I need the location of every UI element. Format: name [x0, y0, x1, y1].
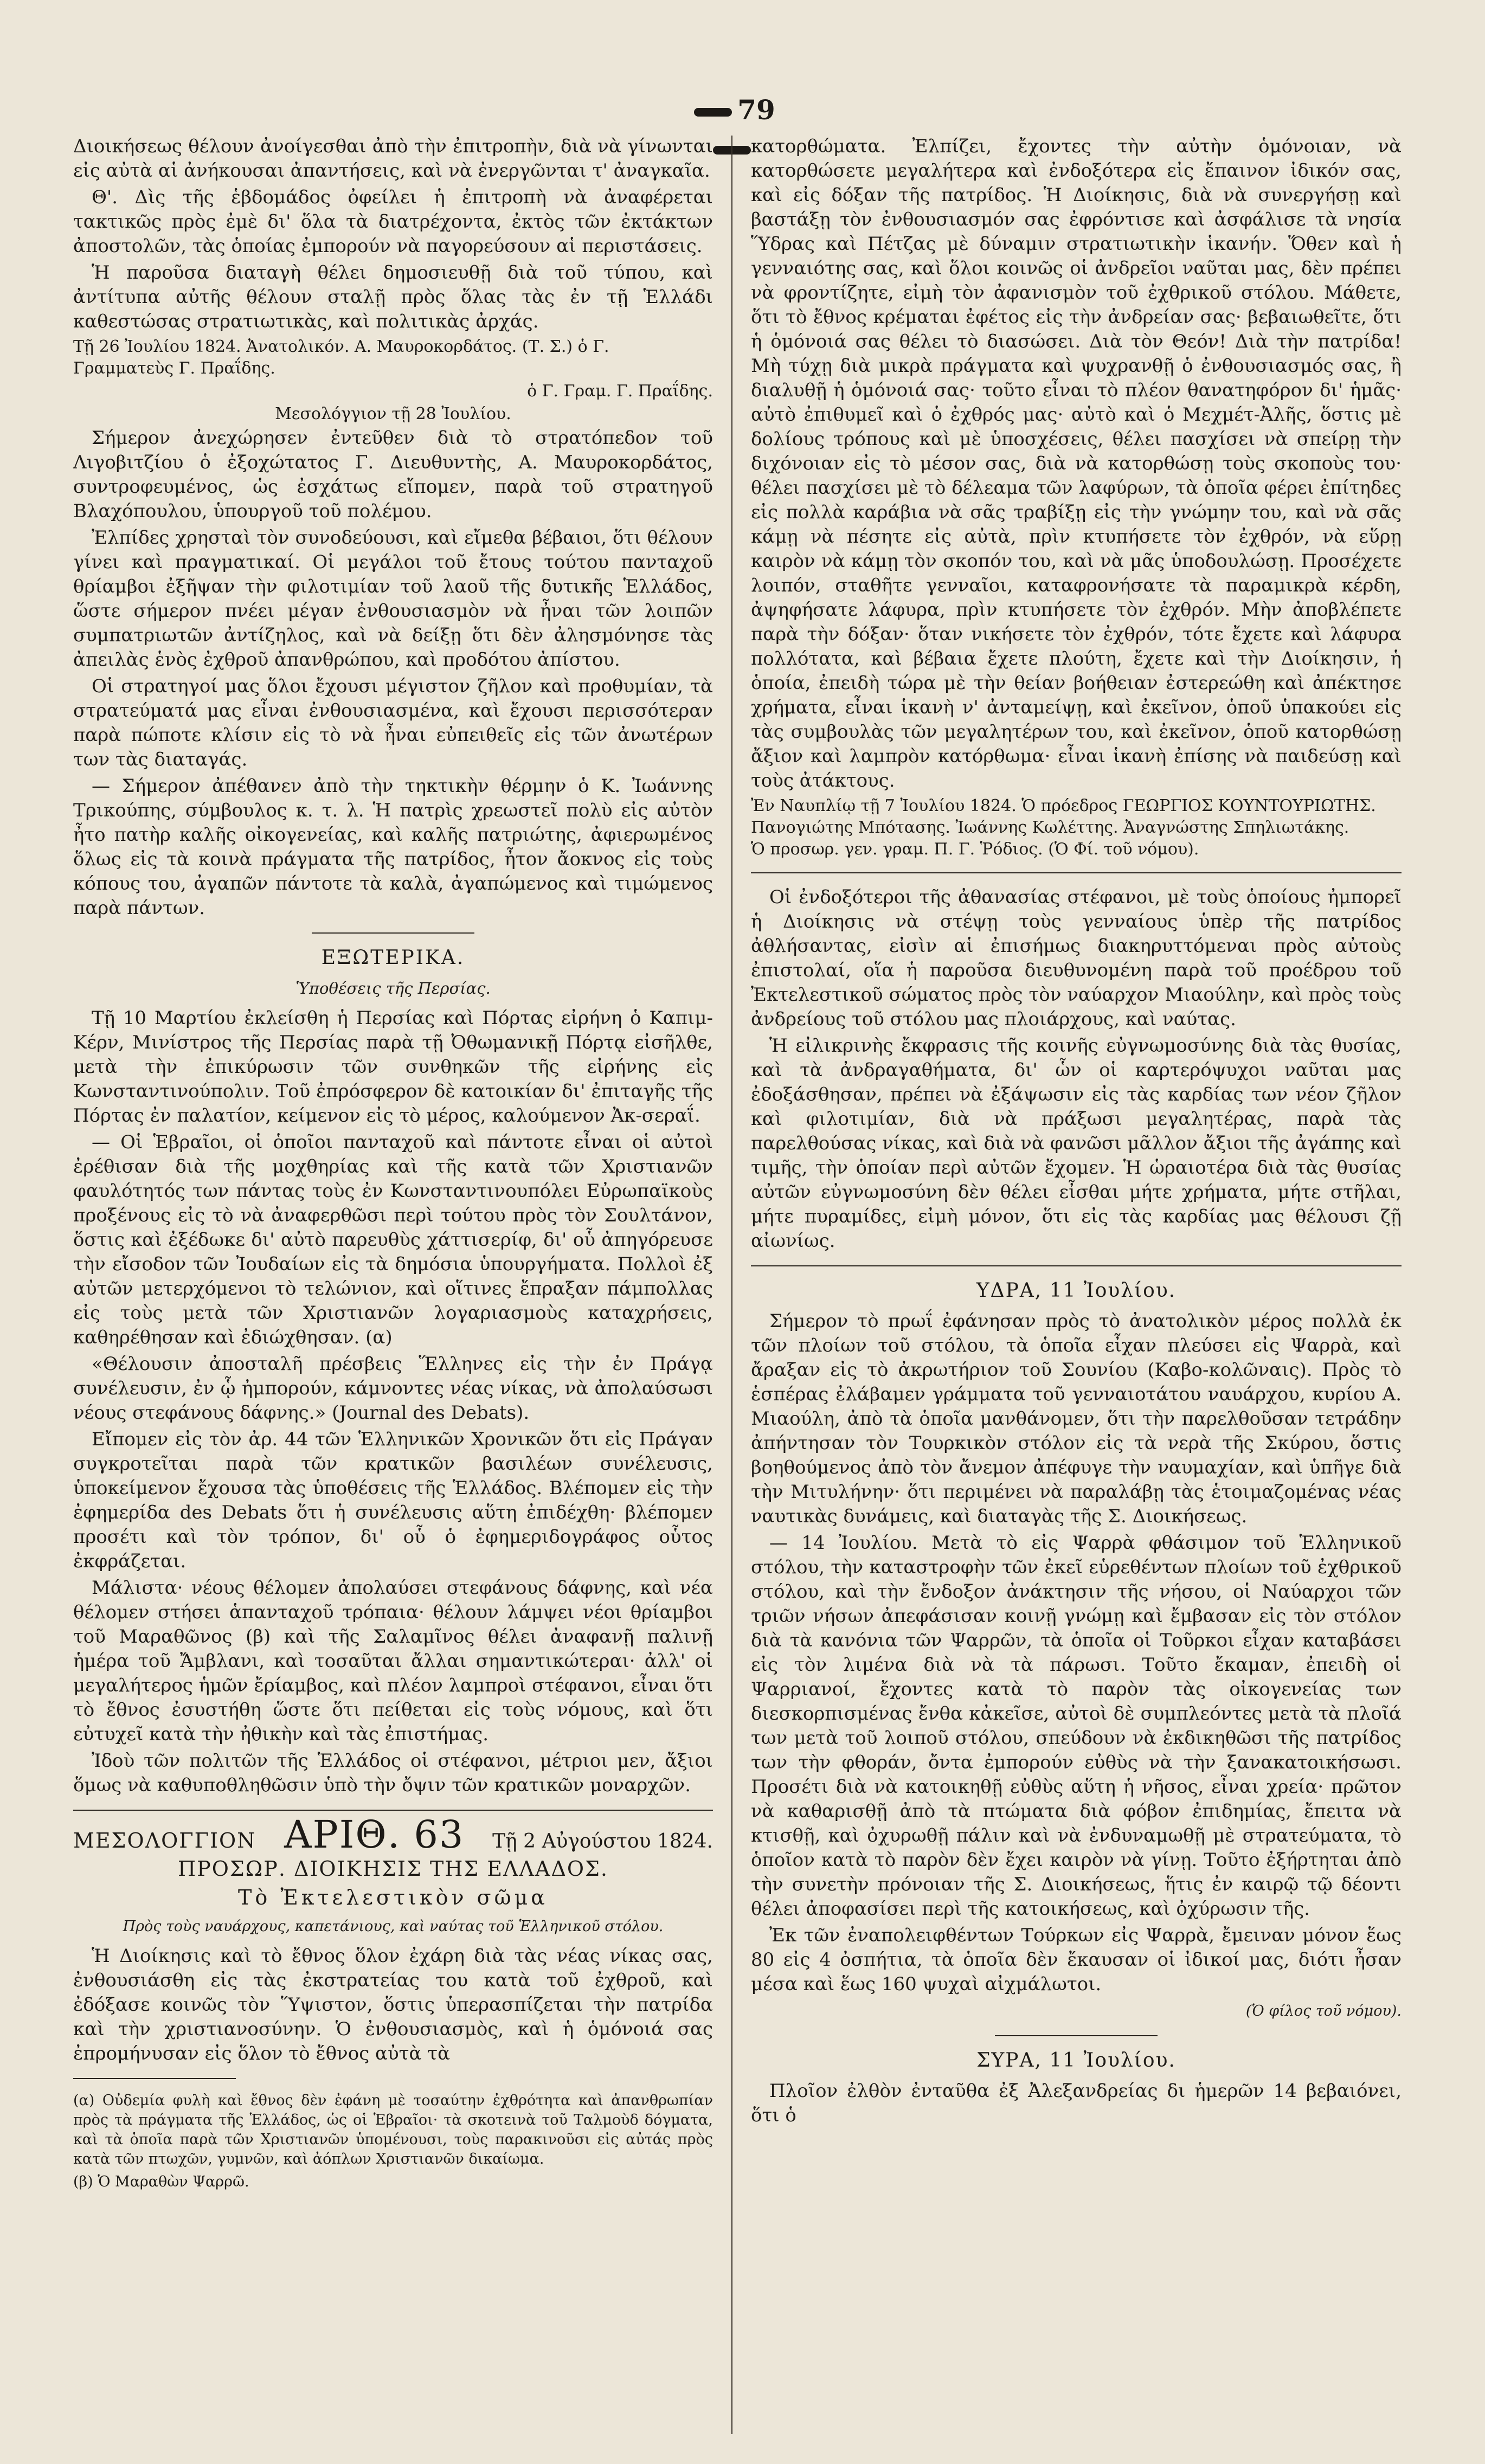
- dateline: ΥΔΡΑ, 11 Ἰουλίου.: [976, 1279, 1177, 1302]
- paragraph: Τῇ 10 Μαρτίου ἐκλείσθη ἡ Περσίας καὶ Πόρτας εἰρήνη ὁ Καπιμ-Κέρν, Μινίστρος τῆς Περσίας παρὰ τῇ Ὀθωμανικῇ Πόρτᾳ εἰσῆλθε, μετὰ τὴν ἐπικύρωσιν τῶν συνθηκῶν τῆς εἰρήνης εἰς Κωνσταντινούπολιν. Τοῦ ἐπρόσφερον δὲ κατοικίαν δι' ἐπιταγῆς τῆς Πόρτας ἐν παλατίον, κείμενον εἰς τὸ μέρος, καλούμενον Ἀκ-σεραΐ.: [73, 1007, 713, 1127]
- dateline: ΣΥΡΑ, 11 Ἰουλίου.: [976, 2049, 1176, 2071]
- paragraph: — Οἱ Ἑβραῖοι, οἱ ὁποῖοι πανταχοῦ καὶ πάντοτε εἶναι οἱ αὐτοὶ ἐρέθισαν διὰ τῆς μοχθηρίας καὶ τῆς κατὰ τῶν Χριστιανῶν φαυλότητός των πάντας τοὺς ἐν Κωνσταντινουπόλει Εὐρωπαϊκοὺς προξένους εἰς τὸ νὰ ἀναφερθῶσι περὶ τούτου πρὸς τὸν Σουλτάνον, ὅστις καὶ ἐξέδωκε δι' αὐτὸ παρευθὺς χάττισερίφ, δι' οὗ ἀπηγόρευσε τὴν εἴσοδον τῶν Ἰουδαίων εἰς τὰ δημόσια ὑπουργήματα. Πολλοὶ ἐξ αὐτῶν μετερχόμενοι τὸ τελώνιον, καὶ οἵτινες ἔπραξαν πάμπολλας εἰς τοὺς μετὰ τῶν Χριστιανῶν λογαριασμοὺς καταχρήσεις, καθηρέθησαν καὶ ἐδιώχθησαν. (α): [73, 1131, 713, 1348]
- paragraph: Πλοῖον ἐλθὸν ἐνταῦθα ἐξ Ἀλεξανδρείας δι ἡμερῶν 14 βεβαιόνει, ὅτι ὁ: [751, 2080, 1402, 2126]
- paragraph: Ἡ εἰλικρινὴς ἔκφρασις τῆς κοινῆς εὐγνωμοσύνης διὰ τὰς θυσίας, καὶ τὰ ἀνδραγαθήματα, δι' ὧν οἱ καρτερόψυχοι ναῦται μας ἐδοξάσθησαν, πρέπει νὰ ἐξάψωσιν εἰς τὰς καρδίας των νέον ζῆλον καὶ φιλοτιμίαν, διὰ νὰ πράξωσι μεγαλητέρας, παρὰ τὰς παρελθούσας νίκας, καὶ διὰ νὰ φανῶσι μᾶλλον ἄξιοι τῆς ἀγάπης καὶ τιμῆς, τὴν ὁποίαν περὶ αὐτῶν ἔχομεν. Ἡ ὡραιοτέρα διὰ τὰς θυσίας αὐτῶν εὐγνωμοσύνη δὲν θέλει εἶσθαι μήτε χρήματα, μήτε στῆλαι, μήτε πυραμίδες, εἰμὴ μόνον, ὅτι εἰς τὰς καρδίας μας θέλουσι ζῇ αἰωνίως.: [751, 1035, 1402, 1252]
- dateline: Μεσολόγγιον τῇ 28 Ἰουλίου.: [275, 404, 511, 423]
- paragraph: — Σήμερον ἀπέθανεν ἀπὸ τὴν τηκτικὴν θέρμην ὁ Κ. Ἰωάννης Τρικούπης, σύμβουλος κ. τ. λ. Ἡ πατρὶς χρεωστεῖ πολὺ εἰς αὐτὸν ἦτο πατὴρ καλῆς οἰκογενείας, καὶ καλῆς πατριώτης, ἀφιερωμένος ὅλως εἰς τὰ κοινὰ πράγματα τῆς πατρίδος, ἦτον ἄοκνος εἰς τοὺς κόπους του, ἀγαπῶν πάντοτε τὰ καλὰ, ἀγαπώμενος καὶ τιμώμενος παρὰ πάντων.: [73, 775, 713, 919]
- executive-title: Τὸ Ἐκτελεστικὸν σῶμα: [238, 1886, 548, 1909]
- signature-block: Ἐν Ναυπλίῳ τῇ 7 Ἰουλίου 1824. Ὁ πρόεδρος ΓΕΩΡΓΙΟΣ ΚΟΥΝΤΟΥΡΙΩΤΗΣ. Πανογιώτης Μπότασης. Ἰωάννης Κωλέττης. Ἀναγνώστης Σπηλιωτάκης. Ὁ προσωρ. γεν. γραμ. Π. Γ. Ῥόδιος. (Ὁ Φί. τοῦ νόμου).: [751, 796, 1376, 859]
- masthead-issue-number: ΑΡΙΘ. 63: [284, 1812, 465, 1857]
- footnote-rule: [73, 2078, 236, 2079]
- paragraph: Σήμερον τὸ πρωΐ ἐφάνησαν πρὸς τὸ ἀνατολικὸν μέρος πολλὰ ἐκ τῶν πλοίων τοῦ στόλου, τὰ ὁποῖα εἶχαν πλεύσει εἰς Ψαρρὰ, καὶ ἄραξαν εἰς τὸ ἀκρωτήριον τοῦ Σουνίου (Καβο-κολῶναις). Πρὸς τὸ ἑσπέρας ἐλάβαμεν γράμματα τοῦ γενναιοτάτου ναυάρχου, κυρίου Α. Μιαούλη, ἀπὸ τὰ ὁποῖα μανθάνομεν, ὅτι τὴν παρελθοῦσαν τετράδην ἀπήντησαν τὸν Τουρκικὸν στόλον εἰς τὰ νερὰ τῆς Σκύρου, ὅστις βοηθούμενος ἀπὸ τὸν ἄνεμον ἀπέφυγε τὴν ναυμαχίαν, καὶ ὑπῆγε διὰ τὴν Μιτυλήνην· ὅτι περιμένει νὰ παραλάβῃ τὰς ἑτοιμαζομένας νέας ναυτικὰς δυνάμεις, καὶ διαταγὰς τῆς Σ. Διοικήσεως.: [751, 1310, 1402, 1527]
- paragraph: — 14 Ἰουλίου. Μετὰ τὸ εἰς Ψαρρὰ φθάσιμον τοῦ Ἑλληνικοῦ στόλου, τὴν καταστροφὴν τῶν ἐκεῖ εὑρεθέντων πλοίων τοῦ ἐχθρικοῦ στόλου, καὶ τὴν ἔνδοξον ἀνάκτησιν τῆς νήσου, οἱ Ναύαρχοι τῶν τριῶν νήσων ἀπεφάσισαν κοινῇ γνώμῃ καὶ ἔμβασαν εἰς τὸν στόλον διὰ τὰ κανόνια τῶν Ψαρρῶν, τὰ ὁποῖα οἱ Τοῦρκοι εἶχαν καταβάσει εἰς τὸν λιμένα διὰ νὰ τὰ πάρωσι. Τοῦτο ἔκαμαν, ἐπειδὴ οἱ Ψαρριανοί, ἔχοντες κατὰ τὸ παρὸν τὰς οἰκογενείας των διεσκορπισμένας ἔνθα κἀκεῖσε, αὐτοὶ δὲ συμπλεόντες μετὰ τὰ πλοῖά των μετὰ τοῦ λοιποῦ στόλου, σπεύδουν νὰ ἐκδικηθῶσι τῆς πατρίδος των τὴν φθοράν, ὄντα ἐμπορούν εὐθὺς νὰ τὴν ξανακατοικήσωσι. Προσέτι διὰ νὰ κατοικηθῇ εὐθὺς αὕτη ἡ νῆσος, εἶναι χρεία· πρῶτον νὰ καθαρισθῇ ἀπὸ τὰ πτώματα διὰ φόβον ἐπιδημίας, ἔπειτα νὰ κτισθῇ, καὶ ὀχυρωθῇ πάλιν καὶ νὰ ἐνδυναμωθῇ μὲ στρατεύματα, τὸ ὁποῖον κατὰ τὸ παρὸν δὲν ἔχει καιρὸν νὰ γίνῃ. Τοῦτο ἐξήρτηται ἀπὸ τὴν συνετὴν πρόνοιαν τῆς Σ. Διοικήσεως, ἥτις ἐν καιρῷ τῷ δέοντι θέλει ἀποφασίσει περὶ τῆς κατοικήσεως, καὶ ὀχύρωσιν τῆς.: [751, 1532, 1402, 1920]
- section-heading: ΕΞΩΤΕΡΙΚΑ.: [321, 947, 465, 969]
- paragraph: Σήμερον ἀνεχώρησεν ἐντεῦθεν διὰ τὸ στρατόπεδον τοῦ Λιγοβιτζίου ὁ ἐξοχώτατος Γ. Διευθυντὴς, Α. Μαυροκορδάτος, συντροφευμένος, ὡς ἐσχάτως εἴπομεν, παρὰ τοῦ στρατηγοῦ Βλαχόπουλου, ὑπουργοῦ τοῦ πολέμου.: [73, 427, 713, 522]
- right-column: [751, 134, 1402, 2130]
- issue-masthead: [73, 1812, 713, 1857]
- footnote: (β) Ὁ Μαραθὼν Ψαρρῶ.: [73, 2173, 249, 2190]
- paragraph: Διοικήσεως θέλουν ἀνοίγεσθαι ἀπὸ τὴν ἐπιτροπὴν, διὰ νὰ γίνωνται εἰς αὐτὰ αἱ ἀνήκουσαι ἀπαντήσεις, καὶ νὰ ἐνεργῶνται τ' ἀναγκαῖα.: [73, 136, 713, 182]
- paragraph: Οἱ στρατηγοί μας ὅλοι ἔχουσι μέγιστον ζῆλον καὶ προθυμίαν, τὰ στρατεύματά μας εἶναι ἐνθουσιασμένα, καὶ ἔχουσι περισσότεραν παρὰ πώποτε κλίσιν εἰς τὸ νὰ ἦναι εὐπειθεῖς εἰς τῶν ἀνωτέρων των τὰς διαταγάς.: [73, 675, 713, 770]
- section-rule: [751, 1265, 1402, 1266]
- page-number: 79: [737, 94, 775, 126]
- paragraph: Μάλιστα· νέους θέλομεν ἀπολαύσει στεφάνους δάφνης, καὶ νέα θέλομεν στήσει ἁπανταχοῦ τρόπαια· θέλουν λάμψει νέοι θρίαμβοι τοῦ Μαραθῶνος (β) καὶ τῆς Σαλαμῖνος θέλει ἀναφανῇ παλινῇ ἡμέρα τοῦ Ἄμβλανι, καὶ τοσαῦται ἄλλαι σημαντικώτεραι· ἀλλ' οἱ μεγαλήτερος ἡμῶν ἔρίαμβος, καὶ πλέον λαμπροὶ στέφανοι, εἶναι ὅτι τὸ ἔθνος ἐσυστήθη ὥστε ὅτι πείθεται εἰς τοὺς νόμους, καὶ ὅτι εὐτυχεῖ κατὰ τὴν ἠθικὴν καὶ τὰς ἐπιστήμας.: [73, 1577, 713, 1745]
- masthead-date: Τῇ 2 Αὐγούστου 1824.: [492, 1830, 713, 1852]
- paragraph: Ἡ παροῦσα διαταγὴ θέλει δημοσιευθῇ διὰ τοῦ τύπου, καὶ ἀντίτυπα αὐτῆς θέλουν σταλῇ πρὸς ὅλας τὰς ἐν τῇ Ἑλλάδι καθεστώσας στρατιωτικὰς, καὶ πολιτικὰς ἀρχάς.: [73, 262, 713, 332]
- section-subheading: Ὑποθέσεις τῆς Περσίας.: [295, 979, 491, 998]
- left-column: [73, 134, 713, 2195]
- addressee: Πρὸς τοὺς ναυάρχους, καπετάνιους, καὶ ναύτας τοῦ Ἑλληνικοῦ στόλου.: [123, 1918, 664, 1935]
- paragraph: Εἴπομεν εἰς τὸν ἀρ. 44 τῶν Ἑλληνικῶν Χρονικῶν ὅτι εἰς Πράγαν συγκροτεῖται παρὰ τῶν κρατικῶν βασιλέων συνέλευσις, ὑποκείμενον ἔχουσα τὰς ὑποθέσεις τῆς Ἑλλάδος. Βλέπομεν εἰς τὴν ἐφημερίδα des Debats ὅτι ἡ συνέλευσις αὕτη ἐπιδέχθη· βλέπομεν προσέτι καὶ τὸν τρόπον, δι' οὗ ὁ ἐφημεριδογράφος οὗτος ἐκφράζεται.: [73, 1429, 713, 1572]
- paragraph: κατορθώματα. Ἐλπίζει, ἔχοντες τὴν αὐτὴν ὁμόνοιαν, νὰ κατορθώσετε μεγαλήτερα καὶ ἐνδοξότερα εἰς ἔπαινον ἰδικόν σας, καὶ εἰς δόξαν τῆς πατρίδος. Ἡ Διοίκησις, διὰ νὰ συνεργήσῃ καὶ βαστάξῃ τὸν ἐνθουσιασμόν σας ἐφρόντισε καὶ ἀσφάλισε τὰ νησία Ὕδρας καὶ Πέτζας μὲ δύναμιν στρατιωτικὴν ἱκανήν. Ὅθεν καὶ ἡ γενναιότης σας, καὶ ὅλοι κοινῶς οἱ ἀνδρεῖοι ναῦται μας, δὲν πρέπει νὰ φροντίζητε, εἰμὴ τὸν ἀφανισμὸν τοῦ ἐχθρικοῦ στόλου. Μάθετε, ὅτι τὸ ἔθνος κρέμαται ἐφέτος εἰς τὴν ἀνδρείαν σας· βεβαιωθεῖτε, ὅτι ἡ ὁμόνοιά σας θέλει τὸ διασώσει. Διὰ τὸν Θεόν! Διὰ τὴν πατρίδα! Μὴ τύχῃ διὰ μικρὰ πράγματα καὶ ψυχρανθῇ ὁ ἐνθουσιασμός σας, ἢ διαλυθῇ ἡ ὁμόνοιά σας· τοῦτο εἶναι τὸ πλέον θανατηφόρον δι' ἡμᾶς· αὐτὸ ἐπιθυμεῖ καὶ ὁ ἐχθρός μας· αὐτὸ καὶ ὁ Μεχμέτ-Ἀλῆς, ὅστις μὲ δολίους τρόπους καὶ μὲ ὑποσχέσεις, θέλει πασχίσει νὰ σπείρῃ τὴν διχόνοιαν εἰς τὸ μέσον σας, διὰ νὰ κατορθώσῃ τοὺς σκοποὺς του· θέλει πασχίσει μὲ τὸ δέλεαμα τῶν λαφύρων, τὰ ὁποῖα φέρει ἐπίτηδες εἰς πολλὰ καράβια νὰ σᾶς τραβίξῃ εἰς τὴν γνώμην του, καὶ νὰ σᾶς κάμῃ νὰ πέσητε εἰς αὐτὰ, πρὶν κτυπήσετε τὸν ἐχθρόν, νὰ εὕρῃ καιρὸν νὰ κάμῃ τὸν σκοπόν του, καὶ νὰ μᾶς ὑποδουλώσῃ. Προσέχετε λοιπόν, σταθῆτε γενναῖοι, καταφρονήσατε τὰ παραμικρὰ κέρδη, ἀψηφήσατε λάφυρα, πρὶν κτυπήσετε τὸν ἐχθρόν. Μὴν ἀποβλέπετε παρὰ τὴν δόξαν· ὅταν νικήσετε τὸν ἐχθρόν, τότε ἔχετε καὶ λάφυρα πολλότατα, καὶ βέβαια ἔχετε πλούτη, ἔχετε καὶ τὴν Διοίκησιν, ἡ ὁποία, ἐπειδὴ τώρα μὲ τὴν θείαν βοήθειαν ἐστερεώθη καὶ ἀπέκτησε χρήματα, εἶναι ἱκανὴ ν' ἀνταμείψῃ, καὶ ἐκεῖνον, ὁποῦ ὑπακούει εἰς τὰς συμβουλὰς τῶν μεγαλητέρων του, καὶ ἐκεῖνον, ὁποῦ κατορθώσῃ ἄξιον καὶ λαμπρὸν κατόρθωμα· εἶναι ἱκανὴ ἐπίσης νὰ παιδεύσῃ καὶ τοὺς ἀτάκτους.: [751, 136, 1402, 792]
- section-rule: [312, 932, 474, 934]
- government-title: ΠΡΟΣΩΡ. ΔΙΟΙΚΗΣΙΣ ΤΗΣ ΕΛΛΑΔΟΣ.: [178, 1857, 608, 1881]
- source-attribution: (Ὁ φίλος τοῦ νόμου).: [1245, 2003, 1402, 2019]
- paragraph: Ἡ Διοίκησις καὶ τὸ ἔθνος ὅλον ἐχάρη διὰ τὰς νέας νίκας σας, ἐνθουσιάσθη εἰς τὰς ἐκστρατείας του κατὰ τοῦ ἐχθροῦ, καὶ ἐδόξασε κοινῶς τὸν Ὕψιστον, ὅστις ὑπερασπίζεται τὴν πατρίδα καὶ τὴν χριστιανοσύνην. Ὁ ἐνθουσιασμὸς, καὶ ἡ ὁμόνοιά σας ἐπρομήνυσαν εἰς ὅλον τὸ ἔθνος αὐτὰ τὰ: [73, 1945, 713, 2064]
- section-rule: [751, 872, 1402, 873]
- masthead-rule: [73, 1810, 713, 1811]
- paragraph: «Θέλουσιν ἀποσταλῆ πρέσβεις Ἕλληνες εἰς τὴν ἐν Πράγᾳ συνέλευσιν, ἐν ᾧ ἠμπορούν, κάμνοντες νέας νίκας, νὰ ἀπολαύσωσι νέους στεφάνους δάφνης.» (Journal des Debats).: [73, 1353, 713, 1424]
- paragraph: Θ'. Δὶς τῆς ἑβδομάδος ὀφείλει ἡ ἐπιτροπὴ νὰ ἀναφέρεται τακτικῶς πρὸς ἐμὲ δι' ὅλα τὰ διατρέχοντα, ἐκτὸς τῶν ἐκτάκτων ἀποστολῶν, τὰς ὁποίας ἐμπορούν νὰ παγορεύσουν αἱ περιστάσεις.: [73, 186, 713, 257]
- signature-line: ὁ Γ. Γραμ. Γ. Πραΐδης.: [527, 382, 713, 401]
- section-rule: [995, 2035, 1158, 2036]
- paragraph: Οἱ ἐνδοξότεροι τῆς ἀθανασίας στέφανοι, μὲ τοὺς ὁποίους ἠμπορεῖ ἡ Διοίκησις νὰ στέψῃ τοὺς γενναίους ὑπὲρ τῆς πατρίδος ἀθλήσαντας, εἰσὶν αἱ ἐπισήμως διακηρυττόμεναι πρὸς αὐτοὺς ἐπιστολαί, οἵα ἡ παροῦσα διευθυνομένη παρὰ τοῦ προέδρου τοῦ Ἐκτελεστικοῦ σώματος πρὸς τὸν ναύαρχον Μιαούλην, καὶ πρὸς τοὺς ἀνδρείους τοῦ στόλου μας πλοιάρχους, καὶ ναύτας.: [751, 886, 1402, 1030]
- page-number-header: [667, 91, 797, 129]
- paragraph: Ἐκ τῶν ἐναπολειφθέντων Τούρκων εἰς Ψαρρὰ, ἔμειναν μόνον ἕως 80 εἰς 4 ὀσπήτια, τὰ ὁποῖα δὲν ἔκαυσαν οἱ ἰδικοί μας, διότι ἦσαν μέσα καὶ ἕως 160 ψυχαὶ αἰχμάλωτοι.: [751, 1925, 1402, 1995]
- paragraph: Ἰδοὺ τῶν πολιτῶν τῆς Ἑλλάδος οἱ στέφανοι, μέτριοι μεν, ἄξιοι ὅμως νὰ καθυποθληθῶσιν ὑπὸ τὴν ὄψιν τῶν κρατικῶν μοναρχῶν.: [73, 1750, 713, 1796]
- paragraph: Ἐλπίδες χρησταὶ τὸν συνοδεύουσι, καὶ εἴμεθα βέβαιοι, ὅτι θέλουν γίνει καὶ πραγματικαί. Οἱ μεγάλοι τοῦ ἔτους τούτου πανταχοῦ θρίαμβοι ἐξῆψαν τὴν φιλοτιμίαν τοῦ λαοῦ τῆς δυτικῆς Ἑλλάδος, ὥστε σήμερον πνέει μέγαν ἐνθουσιασμὸν νὰ ἦναι τῶν λοιπῶν συμπατριωτῶν ἀντίζηλος, καὶ νὰ δείξῃ ὅτι δὲν ἀλησμόνησε τὰς ἀπειλὰς ἑνὸς ἐχθροῦ ἀπανθρώπου, καὶ προδότου ἀπίστου.: [73, 527, 713, 671]
- masthead-place: ΜΕΣΟΛΟΓΓΙΟΝ: [73, 1829, 256, 1852]
- signature-line: Τῇ 26 Ἰουλίου 1824. Ἀνατολικόν. Α. Μαυροκορδάτος. (Τ. Σ.) ὁ Γ. Γραμματεὺς Γ. Πραΐδης.: [73, 337, 609, 378]
- footnotes: [73, 2091, 713, 2192]
- column-divider: [731, 136, 732, 2434]
- ornament-icon: [694, 108, 732, 117]
- footnote: (α) Οὐδεμία φυλὴ καὶ ἔθνος δὲν ἐφάνη μὲ τοσαύτην ἐχθρότητα καὶ ἀπανθρωπίαν πρὸς τὰ πράγματα τῆς Ἑλλάδος, ὡς οἱ Ἑβραῖοι· τὰ σκοτεινὰ τοῦ Ταλμοὺδ δόγματα, καὶ τὰ ὁποῖα παρὰ τῶν Χριστιανῶν ὑπομένουσι, τοὺς παρακινοῦσι εἰς αὐτάς πρὸς κατὰ τῶν πτωχῶν, γυμνῶν, καὶ ἀόπλων Χριστιανῶν δικαίωμα.: [73, 2092, 713, 2167]
